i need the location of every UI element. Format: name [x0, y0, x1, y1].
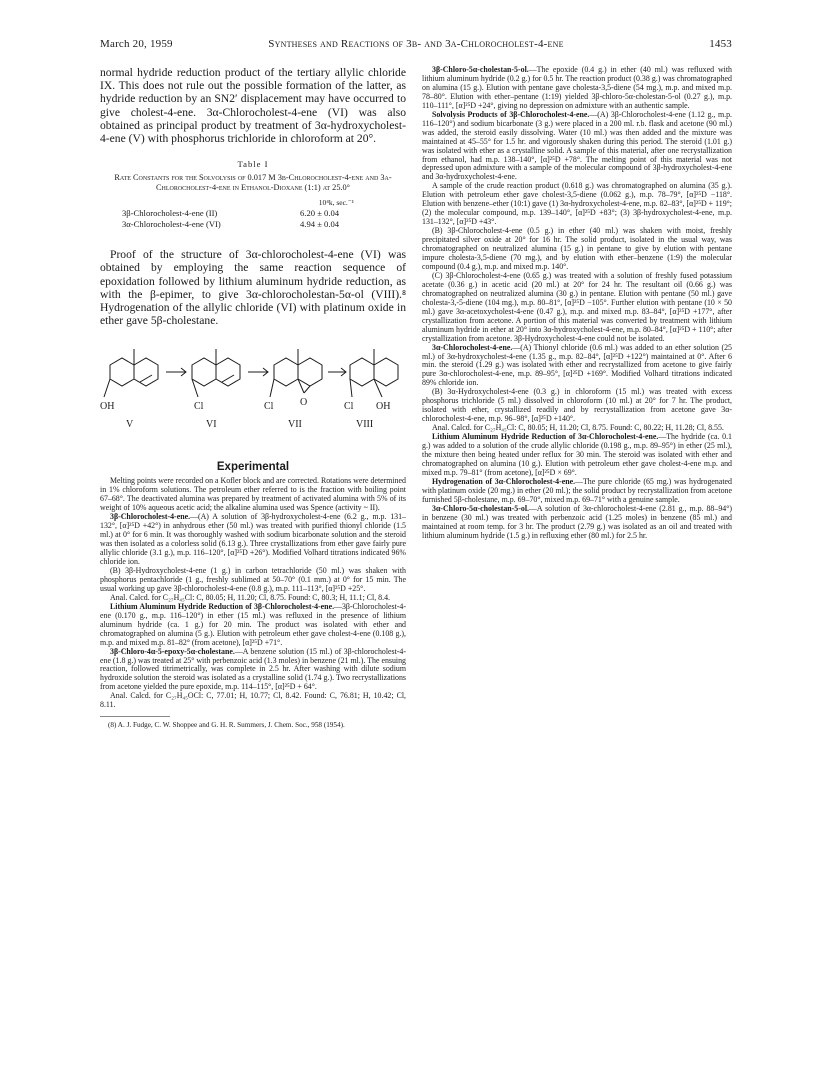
- paragraph-body: —The hydride (ca. 0.1 g.) was added to a solution of the crude allylic chloride (0.198 g., m.p. 89–95°) in ether (25 ml.), the mixture then being heated under reflux for 30 min. The steroid was isolated with ether and chromatographed on alumina (10 g.). Elution with petroleum ether gave cholest-4-ene m.p. and mixed m.p. 79–81° (from acetone), [α]²⁵D × 69°.: [422, 432, 732, 477]
- paragraph-body: —(A) Thionyl chloride (0.6 ml.) was added to an ether solution (25 ml.) of 3α-hydroxycholest-4-ene (1.35 g., m.p. 82–84°, [α]²⁵D +122°) maintained at 0°. After 6 min. the steroid (1.29 g.) was isolated with ether and recrystallized from acetone to give fairly pure 3α-chlorocholest-4-ene, m.p. 89–95°, [α]²⁵D +169°. Modified Volhard titrations indicated 89% chloride ion.: [422, 342, 732, 388]
- paragraph-body: —3β-Chlorocholest-4-ene (0.170 g., m.p. 116–120°) in ether (15 ml.) was refluxed in the presence of lithium aluminum hydride (ca. 1 g.) for 20 min. The product was isolated with ether and chromatographed on alumina (5 g.). Elution with petroleum ether gave cholest-4-ene (0.108 g.), m.p. and mixed m.p. 81–82° (from acetone), [α]²⁵D +71°.: [100, 601, 406, 647]
- left-column: [100, 66, 406, 730]
- paragraph-body: —The pure chloride (65 mg.) was hydrogenated with platinum oxide (20 mg.) in ether (20 ml.); the solid product by recrystallization from acetone furnished 5β-cholestane, m.p. 69–70°, mixed m.p. 69–71° with a genuine sample.: [422, 476, 732, 504]
- paragraph-heading: Hydrogenation of 3α-Chlorocholest-4-ene.: [432, 476, 576, 486]
- paragraph-heading: 3β-Chlorocholest-4-ene.: [110, 512, 191, 522]
- scheme-group-vii-cl: Cl: [264, 401, 274, 413]
- proof-paragraph: Proof of the structure of 3α-chlorocholest-4-ene (VI) was obtained by employing the same reaction sequence of epoxidation followed by lithium aluminum hydride reduction, as with the β-epimer, to give 3α-chlorocholestan-5α-ol (VIII).⁸ Hydrogenation of the allylic chloride (VI) with platinum oxide in ether gave 5β-cholestane.: [100, 248, 406, 328]
- paragraph-body: —(A) A solution of 3β-hydroxycholest-4-ene (6.2 g., m.p. 131–132°, [α]²⁵D +42°) in anhydrous ether (50 ml.) was treated with purified thionyl chloride (1.5 ml.) at 0° for 6 min. It was thoroughly washed with sodium bicarbonate solution and the steroid was then isolated as a colorless solid (6.13 g.). Three crystallizations from ether gave fairly pure allylic chloride (3.1 g.), m.p. 116–120°, [α]²⁵D +26°). Modified Volhard titrations indicated 96% chloride ion.: [100, 512, 406, 567]
- paragraph: (C) 3β-Chlorocholest-4-ene (0.65 g.) was treated with a solution of freshly fused potassium acetate (0.36 g.) in acetic acid (20 ml.) at 20° for 24 hr. The resultant oil (0.66 g.) was chromatographed on neutralized alumina (30 g.) in pentane. Elution with pentane (50 ml.) gave cholesta-3,-5-diene (104 mg.), m.p. 80–81°, [α]²⁵D −105°. Further elution with pentane (10 × 50 ml.) gave 3α-acetoxycholest-4-ene (0.47 g.), m.p. and mixed m.p. 83–84°, [α]²⁵D +177°, after crystallization from acetone. A portion of this material was converted by treatment with lithium aluminum hydride in ether at 20° into 3α-hydroxycholest-4-ene, m.p. 80–84°, [α]²⁵D + 110°; after crystallization from acetone. 3β-Hydroxycholest-4-ene could not be isolated.: [422, 270, 732, 343]
- intro-paragraph: normal hydride reduction product of the tertiary allylic chloride IX. This does not rule out the possible formation of the latter, as hydride reduction by an SN2′ displacement may have occurred to give cholest-4-ene. 3α-Chlorocholest-4-ene (VI) was also obtained as principal product by treatment of 3α-hydroxycholest-4-ene (V) with phosphorus trichloride in chloroform at 20°.: [100, 66, 406, 146]
- paragraph: (B) 3β-Chlorocholest-4-ene (0.5 g.) in ether (40 ml.) was shaken with moist, freshly precipitated silver oxide at 20° for 16 hr. The solid product, isolated in the usual way, was chromatographed on neutralized alumina (15 g.) in pentane to give by elution with pentane impure cholesta-3,5-diene (70 mg.), and by elution with ether–benzene (1:9) the molecular compound (0.4 g.), m.p. and mixed m.p. 140°.: [422, 226, 732, 271]
- paragraph-heading: 3α-Chloro-5α-cholestan-5-ol.: [432, 503, 529, 513]
- paragraph: [422, 505, 732, 541]
- table-caption: Rate Constants for the Solvolysis of 0.017 M 3β-Chlorocholest-4-ene and 3α-Chlorocholest-4-ene in Ethanol-Dioxane (1:1) at 25.0°: [114, 173, 392, 193]
- paragraph: [422, 66, 732, 111]
- running-header: [100, 38, 732, 54]
- footnote: (8) A. J. Fudge, C. W. Shoppee and G. H. R. Summers, J. Chem. Soc., 958 (1954).: [108, 721, 345, 730]
- paragraph-heading: Lithium Aluminum Hydride Reduction of 3β-Chlorocholest-4-ene.: [110, 601, 335, 611]
- scheme-group-v: OH: [100, 401, 115, 413]
- paragraph-heading: Lithium Aluminum Hydride Reduction of 3α-Chlorocholest-4-ene.: [432, 432, 659, 442]
- scheme-group-vii-o: O: [300, 397, 308, 409]
- paragraph: [100, 648, 406, 693]
- structure-vii: [270, 349, 322, 397]
- paragraph: (B) 3β-Hydroxycholest-4-ene (1 g.) in carbon tetrachloride (50 ml.) was shaken with phosphorus pentachloride (1 g., freshly sublimed at 50–70° (0.1 mm.) at 0° for 15 min. The usual working up gave 3β-chlorocholest-4-ene (0.8 g.), m.p. 111–113°, [α]²⁵D +25°.: [100, 565, 406, 593]
- paragraph: Anal. Calcd. for C₂₇H₄₅Cl: C, 80.05; H, 11.20; Cl, 8.75. Found: C, 80.3; H, 11.1; Cl, 8.4.: [110, 592, 391, 602]
- paragraph-body: —The epoxide (0.4 g.) in ether (40 ml.) was refluxed with lithium aluminum hydride (0.2 g.) for 0.5 hr. The reaction product (0.38 g.) was chromatographed on alumina (15 g.). Elution with pentane gave cholesta-3,5-diene (54 mg.), m.p. and mixed m.p. 78–80°. Elution with ether–pentane (1:19) yielded 3β-chloro-5α-cholestan-5-ol (0.27 g.), m.p. 110–111°, [α]²⁵D +24°, giving no depression on admixture with an authentic sample.: [422, 65, 732, 110]
- header-page-number: 1453: [709, 38, 732, 50]
- paragraph: [100, 603, 406, 648]
- scheme-label-viii: VIII: [356, 419, 374, 431]
- paragraph: Anal. Calcd. for C₂₇H₄₅OCl: C, 77.01; H, 10.77; Cl, 8.42. Found: C, 76.81; H, 10.42; Cl, 8.11.: [100, 691, 406, 710]
- paragraph-heading: Solvolysis Products of 3β-Chlorocholest-4-ene.: [432, 109, 590, 119]
- paragraph: Anal. Calcd. for C₂₇H₄₅Cl: C, 80.05; H, 11.20; Cl, 8.75. Found: C, 80.22; H, 11.28; Cl, 8.55.: [432, 423, 724, 433]
- table-cell-value: 4.94 ± 0.04: [300, 219, 340, 230]
- paragraph: A sample of the crude reaction product (0.618 g.) was chromatographed on alumina (35 g.). Elution with petroleum ether gave cholest-3,5-diene (0.062 g.), m.p. 78–79°, [α]²⁵D −118°. Elution with benzene–ether (10:1) gave (1) 3α-hydroxycholest-4-ene, m.p. 82–83°, [α]²⁵D + 119°; (2) the molecular compound, m.p. 139–140°, [α]²⁵D +83°; (3) 3β-hydroxycholest-4-ene, m.p. 131–132°, [α]²⁵D +43°.: [422, 181, 732, 227]
- paragraph: Melting points were recorded on a Kofler block and are corrected. Rotations were determined in 1% chloroform solutions. The petroleum ether referred to is the fraction with boiling point 67–68°. The deactivated alumina was prepared by treatment of activated alumina with 5% of its weight of 10% aqueous acetic acid; the alkaline alumina used was Spence (activity ~ II).: [100, 476, 406, 513]
- table-unit-header: 10⁴k, sec.⁻¹: [318, 198, 354, 208]
- paragraph-heading: 3β-Chloro-5α-cholestan-5-ol.: [432, 65, 529, 74]
- paragraph: (B) 3α-Hydroxycholest-4-ene (0.3 g.) in chloroform (15 ml.) was treated with excess phosphorus trichloride (5 ml.) dissolved in chloroform (10 ml.) at 20° for 7 hr. The product, isolated with ether, crystallized readily and by recrystallization from acetone gave 3α-chlorocholest-4-ene, m.p. 96–98°, [α]²⁵D +140°.: [422, 387, 732, 424]
- reaction-scheme-drawing: [100, 335, 406, 457]
- scheme-group-viii-oh: OH: [376, 401, 391, 413]
- scheme-label-vi: VI: [206, 419, 217, 431]
- table-title: Table I: [237, 159, 269, 170]
- experimental-heading: Experimental: [216, 461, 290, 474]
- paragraph: [100, 513, 406, 567]
- scheme-group-viii-cl: Cl: [344, 401, 354, 413]
- right-column: [422, 66, 732, 541]
- table-cell-compound: 3β-Chlorocholest-4-ene (II): [122, 208, 218, 219]
- table-row: [100, 219, 406, 230]
- paragraph-heading: 3β-Chloro-4α-5-epoxy-5α-cholestane.: [110, 646, 235, 656]
- paragraph: [422, 478, 732, 505]
- table-row: [100, 208, 406, 219]
- reaction-scheme: [100, 335, 406, 457]
- scheme-group-vi: Cl: [194, 401, 204, 413]
- paragraph-heading: 3α-Chlorocholest-4-ene.: [432, 342, 513, 352]
- paragraph-body: —(A) 3β-Chlorocholest-4-ene (1.12 g., m.p. 116–120°) and sodium bicarbonate (3 g.) were placed in a 200 ml. r.b. flask and acetone (90 ml.) was added, the steroid easily dissolving. Water (10 ml.) was then added and the mixture was maintained at 45–55° for 1.5 hr. and vigorously shaken during this period. The steroid (1.01 g.) was isolated with ether as a crystalline solid. A sample of this material, after one recrystallization from ethanol, had m.p. 138–140°, [α]²⁵D +78°. The melting point of this material was not depressed upon admixture with a sample of the molecular compound of 3β-hydroxycholest-4-ene and 3α-hydroxycholest-4-ene.: [422, 109, 732, 182]
- table-cell-value: 6.20 ± 0.04: [300, 208, 340, 219]
- structure-viii: [350, 349, 398, 397]
- rate-table: [100, 197, 406, 230]
- table-cell-compound: 3α-Chlorocholest-4-ene (VI): [122, 219, 221, 230]
- structure-v: [104, 349, 158, 397]
- paragraph-body: —A benzene solution (15 ml.) of 3β-chlorocholest-4-ene (1.8 g.) was treated at 25° with perbenzoic acid (1.3 moles) in benzene (21 ml.). The ensuing reaction, followed titrimetrically, was complete in 2.5 hr. After washing with dilute sodium hydroxide solution the steroid was isolated as a crystalline solid (1.74 g.). Two recrystallizations from acetone yielded the pure epoxide, m.p. 114–115°, [α]²⁵D + 64°.: [100, 646, 406, 692]
- paragraph-body: —A solution of 3α-chlorocholest-4-ene (2.81 g., m.p. 88–94°) in benzene (30 ml.) was treated with perbenzoic acid (1.25 moles) in benzene (85 ml.) and maintained at room temp. for 3 hr. The product (2.79 g.) was isolated as an oil and treated with lithium aluminum hydride (1.5 g.) in refluxing ether (80 ml.) for 2.5 hr.: [422, 503, 732, 540]
- paragraph: [422, 433, 732, 478]
- paragraph: [422, 111, 732, 183]
- header-running-title: Syntheses and Reactions of 3β- and 3α-Chlorocholest-4-ene: [268, 38, 564, 50]
- structure-vi: [192, 349, 240, 397]
- paragraph: [422, 344, 732, 389]
- scheme-label-v: V: [126, 419, 134, 431]
- scheme-label-vii: VII: [288, 419, 302, 431]
- header-date: March 20, 1959: [100, 38, 173, 50]
